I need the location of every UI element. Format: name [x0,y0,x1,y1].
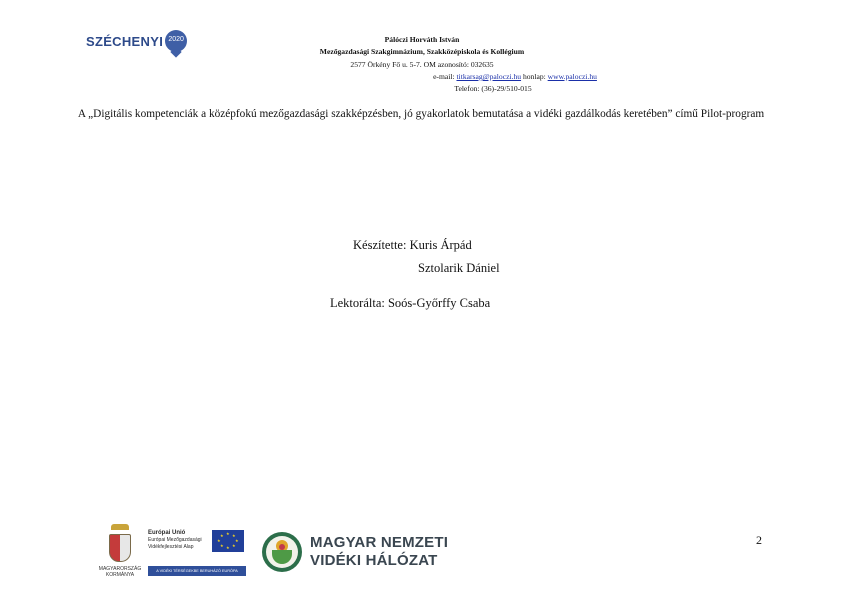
email-link[interactable]: titkarsag@paloczi.hu [456,72,522,81]
web-label: honlap: [522,72,546,81]
szechenyi-logo-text: SZÉCHENYI [86,33,164,49]
coat-of-arms-icon [109,534,131,562]
government-line-1: MAGYARORSZÁG [98,566,142,572]
school-phone: Telefon: (36)-29/510-015 [454,84,532,93]
rural-network-emblem-icon [262,532,302,572]
footer-logos [100,524,448,580]
network-line-2: VIDÉKI HÁLÓZAT [310,552,438,569]
document-title: A „Digitális kompetenciák a középfokú mezőgazdasági szakképzésben, jó gyakorlatok bemutatása a vidéki gazdálkodás keretében” című Pilot-program [77,108,765,120]
eu-banner: A VIDÉKI TÉRSÉGEKBE BERUHÁZÓ EURÓPA [148,566,246,576]
crown-icon [111,524,129,530]
szechenyi-2020-badge-icon [165,30,187,52]
page-number: 2 [756,533,762,547]
eu-line-2: Európai Mezőgazdasági [148,537,202,543]
author-1: Kuris Árpád [409,238,472,252]
school-address: 2577 Örkény Fő u. 5-7. OM azonosító: 032635 [350,60,494,69]
government-line-2: KORMÁNYA [105,572,135,578]
eu-flag-icon: ★ ★ ★ ★ ★ ★ ★ ★ [212,530,244,552]
email-label: e-mail: [433,72,455,81]
reviewer: Soós-Győrffy Csaba [387,296,491,310]
prepared-by-label: Készítette: [353,238,407,252]
school-name: Pálóczi Horváth István [384,35,460,44]
network-line-1: MAGYAR NEMZETI [310,534,449,551]
school-contact-line [378,71,652,83]
reviewed-by-label: Lektorálta: [330,296,385,310]
national-rural-network-logo [262,532,448,572]
website-link[interactable]: www.paloczi.hu [547,72,597,81]
hungarian-government-logo [100,524,140,580]
prepared-by-line [353,238,472,253]
school-subtitle: Mezőgazdasági Szakgimnázium, Szakközépiskola és Kollégium [319,47,525,56]
eu-line-1: Európai Unió [148,530,186,536]
eu-line-3: Vidékfejlesztési Alap [148,544,194,550]
szechenyi-logo-year: 2020 [168,36,184,43]
szechenyi-2020-logo [86,30,187,52]
author-2: Sztolarik Dániel [418,261,500,275]
reviewed-by-line [330,296,490,311]
eu-fund-logo [148,526,246,578]
